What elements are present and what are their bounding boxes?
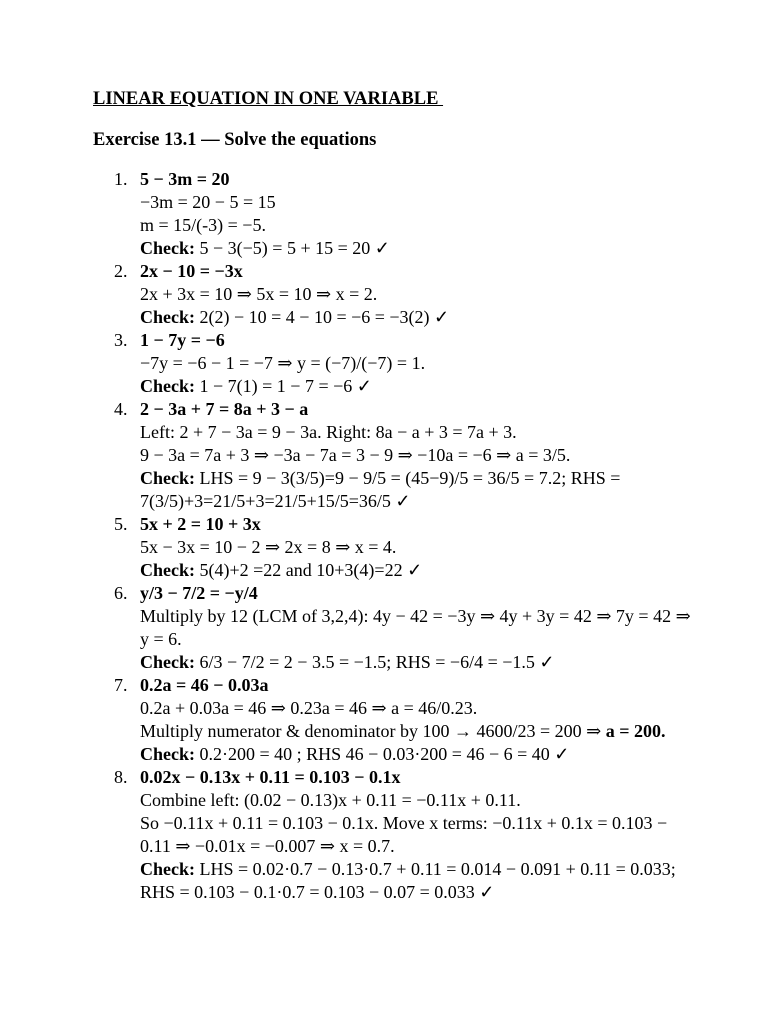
problem-equation: 2 − 3a + 7 = 8a + 3 − a bbox=[140, 399, 309, 419]
check-line bbox=[140, 743, 693, 766]
problem-equation: 5x + 2 = 10 + 3x bbox=[140, 514, 261, 534]
problem-item bbox=[93, 329, 693, 398]
check-label: Check: bbox=[140, 744, 195, 764]
check-text: 5 − 3(−5) = 5 + 15 = 20 ✓ bbox=[195, 238, 390, 258]
check-line bbox=[140, 467, 693, 513]
problem-equation: 0.02x − 0.13x + 0.11 = 0.103 − 0.1x bbox=[140, 767, 401, 787]
check-line bbox=[140, 651, 693, 674]
check-text: 1 − 7(1) = 1 − 7 = −6 ✓ bbox=[195, 376, 372, 396]
check-text: 2(2) − 10 = 4 − 10 = −6 = −3(2) ✓ bbox=[195, 307, 450, 327]
solution-step: Combine left: (0.02 − 0.13)x + 0.11 = −0.11x + 0.11. bbox=[140, 790, 521, 810]
problem-equation: 5 − 3m = 20 bbox=[140, 169, 230, 189]
problem-equation: 1 − 7y = −6 bbox=[140, 330, 225, 350]
problem-number: 2. bbox=[114, 261, 128, 281]
check-text: LHS = 9 − 3(3/5)=9 − 9/5 = (45−9)/5 = 36/5 = 7.2; RHS = 7(3/5)+3=21/5+3=21/5+15/5=36/5 ✓ bbox=[140, 468, 621, 511]
problem-equation: y/3 − 7/2 = −y/4 bbox=[140, 583, 258, 603]
problem-number: 7. bbox=[114, 675, 128, 695]
solution-step: 9 − 3a = 7a + 3 ⇒ −3a − 7a = 3 − 9 ⇒ −10a = −6 ⇒ a = 3/5. bbox=[140, 445, 571, 465]
solution-step: Left: 2 + 7 − 3a = 9 − 3a. Right: 8a − a + 3 = 7a + 3. bbox=[140, 422, 517, 442]
check-label: Check: bbox=[140, 859, 195, 879]
solution-step: −3m = 20 − 5 = 15 bbox=[140, 192, 276, 212]
problem-equation: 0.2a = 46 − 0.03a bbox=[140, 675, 269, 695]
check-label: Check: bbox=[140, 468, 195, 488]
problem-number: 5. bbox=[114, 514, 128, 534]
problem-number: 3. bbox=[114, 330, 128, 350]
problem-number: 8. bbox=[114, 767, 128, 787]
problem-item bbox=[93, 674, 693, 766]
problem-item bbox=[93, 766, 693, 904]
exercise-heading: Exercise 13.1 — Solve the equations bbox=[93, 130, 377, 150]
answer-bold: a = 200. bbox=[605, 721, 666, 741]
check-line bbox=[140, 375, 693, 398]
problem-item bbox=[93, 260, 693, 329]
check-line bbox=[140, 559, 693, 582]
solution-step bbox=[140, 720, 693, 743]
check-line bbox=[140, 237, 693, 260]
solution-step: Multiply by 12 (LCM of 3,2,4): 4y − 42 = −3y ⇒ 4y + 3y = 42 ⇒ 7y = 42 ⇒ y = 6. bbox=[140, 606, 691, 649]
check-line bbox=[140, 306, 693, 329]
problem-number: 4. bbox=[114, 399, 128, 419]
solution-step: 5x − 3x = 10 − 2 ⇒ 2x = 8 ⇒ x = 4. bbox=[140, 537, 397, 557]
solution-step: m = 15/(-3) = −5. bbox=[140, 215, 266, 235]
solution-step: −7y = −6 − 1 = −7 ⇒ y = (−7)/(−7) = 1. bbox=[140, 353, 426, 373]
check-text: LHS = 0.02·0.7 − 0.13·0.7 + 0.11 = 0.014 − 0.091 + 0.11 = 0.033; RHS = 0.103 − 0.1·0.7 = 0.103 − 0.07 = 0.033 ✓ bbox=[140, 859, 676, 902]
step-text: Multiply numerator & denominator by 100 → 4600/23 = 200 ⇒ bbox=[140, 721, 606, 741]
problem-number: 1. bbox=[114, 169, 128, 189]
solution-step: 2x + 3x = 10 ⇒ 5x = 10 ⇒ x = 2. bbox=[140, 284, 378, 304]
check-text: 6/3 − 7/2 = 2 − 3.5 = −1.5; RHS = −6/4 = −1.5 ✓ bbox=[195, 652, 555, 672]
problem-equation: 2x − 10 = −3x bbox=[140, 261, 243, 281]
check-label: Check: bbox=[140, 307, 195, 327]
problem-item bbox=[93, 513, 693, 582]
problem-item bbox=[93, 398, 693, 513]
solution-step: So −0.11x + 0.11 = 0.103 − 0.1x. Move x terms: −0.11x + 0.1x = 0.103 − 0.11 ⇒ −0.01x = −0.007 ⇒ x = 0.7. bbox=[140, 813, 668, 856]
document-title: LINEAR EQUATION IN ONE VARIABLE bbox=[93, 89, 444, 109]
solution-step: 0.2a + 0.03a = 46 ⇒ 0.23a = 46 ⇒ a = 46/0.23. bbox=[140, 698, 478, 718]
check-label: Check: bbox=[140, 238, 195, 258]
check-label: Check: bbox=[140, 376, 195, 396]
problem-number: 6. bbox=[114, 583, 128, 603]
check-text: 5(4)+2 =22 and 10+3(4)=22 ✓ bbox=[195, 560, 423, 580]
problem-item bbox=[93, 582, 693, 674]
problem-item bbox=[93, 168, 693, 260]
check-text: 0.2·200 = 40 ; RHS 46 − 0.03·200 = 46 − 6 = 40 ✓ bbox=[195, 744, 570, 764]
check-line bbox=[140, 858, 693, 904]
check-label: Check: bbox=[140, 560, 195, 580]
problem-list bbox=[93, 168, 693, 904]
check-label: Check: bbox=[140, 652, 195, 672]
